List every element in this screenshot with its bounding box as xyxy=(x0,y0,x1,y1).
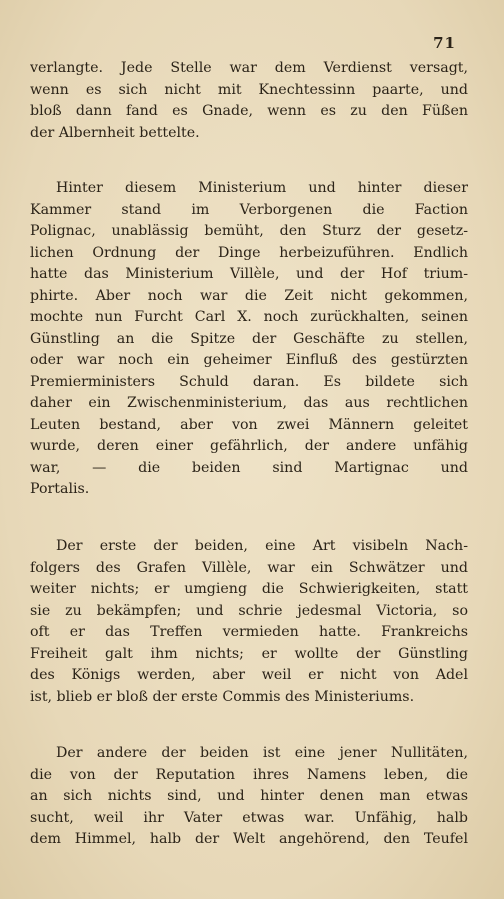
text-line: weiter nichts; er umgieng die Schwierigkeiten, statt xyxy=(30,581,468,597)
text-line: lichen Ordnung der Dinge herbeizuführen. Endlich xyxy=(30,244,468,261)
text-line: folgers des Grafen Villèle, war ein Schwätzer und xyxy=(30,559,468,576)
text-line: die von der Reputation ihres Namens leben, die xyxy=(30,766,468,783)
text-line: des Königs werden, aber weil er nicht von Adel xyxy=(30,667,468,683)
text-line: Leuten bestand, aber von zwei Männern geleitet xyxy=(30,416,468,433)
text-line: Polignac, unablässig bemüht, den Sturz der gesetz- xyxy=(30,223,468,239)
text-line: oder war noch ein geheimer Einfluß des gestürzten xyxy=(30,352,468,368)
text-line: Premierministers Schuld daran. Es bildete sich xyxy=(30,373,468,390)
page-number: 71 xyxy=(433,34,456,52)
text-line: Hinter diesem Ministerium und hinter dieser xyxy=(56,180,468,196)
paragraph-3 xyxy=(30,536,468,708)
text-line: Günstling an die Spitze der Geschäfte zu stellen, xyxy=(30,330,468,347)
text-line: sie zu bekämpfen; und schrie jedesmal Victoria, so xyxy=(30,602,468,619)
paragraph-2 xyxy=(30,178,468,501)
text-line: oft er das Treffen vermieden hatte. Frankreichs xyxy=(30,624,468,640)
text-line: daher ein Zwischenministerium, das aus rechtlichen xyxy=(30,395,468,411)
text-line: bloß dann fand es Gnade, wenn es zu den Füßen xyxy=(30,103,468,119)
text-line: an sich nichts sind, und hinter denen man etwas xyxy=(30,788,468,804)
text-line: verlangte. Jede Stelle war dem Verdienst versagt, xyxy=(30,60,468,76)
text-line: mochte nun Furcht Carl X. noch zurückhalten, seinen xyxy=(30,309,468,325)
paragraph-4 xyxy=(30,743,468,851)
text-line: Freiheit galt ihm nichts; er wollte der Günstling xyxy=(30,645,468,662)
text-line: wenn es sich nicht mit Knechtessinn paarte, und xyxy=(30,81,468,98)
text-line: dem Himmel, halb der Welt angehörend, den Teufel xyxy=(30,831,468,847)
text-line: hatte das Ministerium Villèle, und der Hof trium- xyxy=(30,266,468,282)
text-line: wurde, deren einer gefährlich, der andere unfähig xyxy=(30,438,468,454)
text-line: Der erste der beiden, eine Art visibeln Nach- xyxy=(56,538,468,554)
text-line: Kammer stand im Verborgenen die Faction xyxy=(30,201,468,218)
text-line: phirte. Aber noch war die Zeit nicht gekommen, xyxy=(30,287,468,304)
text-line: war, — die beiden sind Martignac und xyxy=(30,459,468,476)
text-line: Portalis. xyxy=(30,481,90,497)
text-line: Der andere der beiden ist eine jener Nullitäten, xyxy=(56,745,468,761)
paragraph-1 xyxy=(30,58,468,144)
text-line: der Albernheit bettelte. xyxy=(30,124,200,141)
text-line: sucht, weil ihr Vater etwas war. Unfähig, halb xyxy=(30,809,468,826)
text-line: ist, blieb er bloß der erste Commis des Ministeriums. xyxy=(30,688,415,705)
